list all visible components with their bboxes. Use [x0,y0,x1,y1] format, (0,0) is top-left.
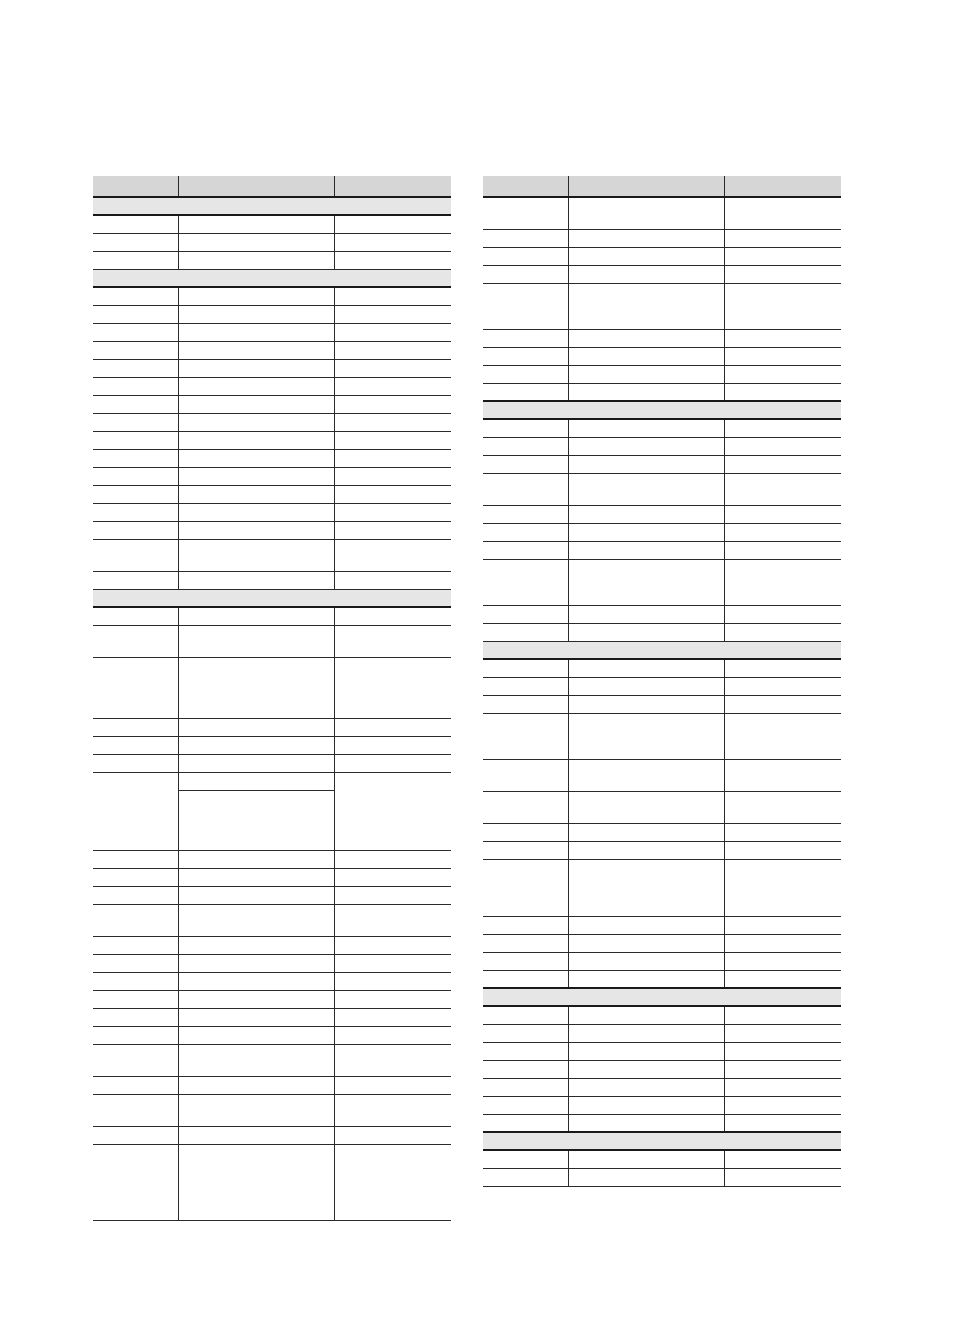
table-row [483,934,841,952]
table-row [483,791,841,823]
column-header [334,176,451,197]
table-row [93,868,451,886]
table-row [93,936,451,954]
table-row [93,413,451,431]
table-row [93,571,451,589]
table-row [93,736,451,754]
table-row [93,772,451,850]
table-row [483,197,841,229]
table-row [93,431,451,449]
table-row [483,365,841,383]
table-row [483,523,841,541]
section-header-row [483,401,841,419]
table-row [93,1126,451,1144]
table-row [483,677,841,695]
table-row [93,886,451,904]
section-header-row [93,269,451,287]
table-row [483,1078,841,1096]
section-header-row [93,197,451,215]
table-row [93,972,451,990]
table-row [483,247,841,265]
table-row [93,904,451,936]
right-table [483,176,841,1187]
table-row [93,1144,451,1220]
table-row [483,505,841,523]
table-row [483,859,841,916]
table-row [93,359,451,377]
table-row [93,1008,451,1026]
table-row [483,970,841,988]
table-row [483,541,841,559]
table-row [483,1042,841,1060]
table-row [483,1168,841,1186]
table-row [93,323,451,341]
column-header [483,176,568,197]
table-row [483,473,841,505]
table-row [483,329,841,347]
table-row [483,823,841,841]
table-row [93,341,451,359]
split-cell [178,772,334,850]
table-row [93,305,451,323]
table-row [93,657,451,718]
left-table [93,176,451,1221]
table-row [483,1024,841,1042]
column-header [568,176,724,197]
table-row [483,605,841,623]
table-header-row [93,176,451,197]
table-row [93,377,451,395]
table-row [93,503,451,521]
table-row [93,485,451,503]
section-header-row [93,589,451,607]
table-row [93,521,451,539]
table-row [483,1096,841,1114]
table-row [93,754,451,772]
table-row [93,1076,451,1094]
column-header [93,176,178,197]
table-row [93,625,451,657]
table-row [93,233,451,251]
table-row [483,952,841,970]
table-row [483,1060,841,1078]
table-row [483,659,841,677]
table-row [93,215,451,233]
column-header [724,176,841,197]
section-header-row [483,641,841,659]
table-row [483,559,841,605]
table-row [93,954,451,972]
table-row [483,347,841,365]
table-row [483,1114,841,1132]
column-header [178,176,334,197]
table-row [483,1150,841,1168]
table-row [483,229,841,247]
table-row [93,467,451,485]
table-row [93,607,451,625]
table-row [93,539,451,571]
table-row [93,1026,451,1044]
table-row [483,713,841,759]
table-row [483,695,841,713]
table-row [93,718,451,736]
table-row [93,1044,451,1076]
section-header-row [483,1132,841,1150]
table-row [93,850,451,868]
table-row [93,449,451,467]
table-row [483,1006,841,1024]
table-row [93,990,451,1008]
table-row [483,437,841,455]
table-row [483,419,841,437]
section-header-row [483,988,841,1006]
table-row [93,395,451,413]
table-row [483,841,841,859]
table-row [483,455,841,473]
table-header-row [483,176,841,197]
table-row [483,383,841,401]
table-row [93,251,451,269]
table-row [483,265,841,283]
table-row [483,916,841,934]
table-row [483,283,841,329]
table-row [93,1094,451,1126]
table-row [483,759,841,791]
table-row [93,287,451,305]
table-row [483,623,841,641]
